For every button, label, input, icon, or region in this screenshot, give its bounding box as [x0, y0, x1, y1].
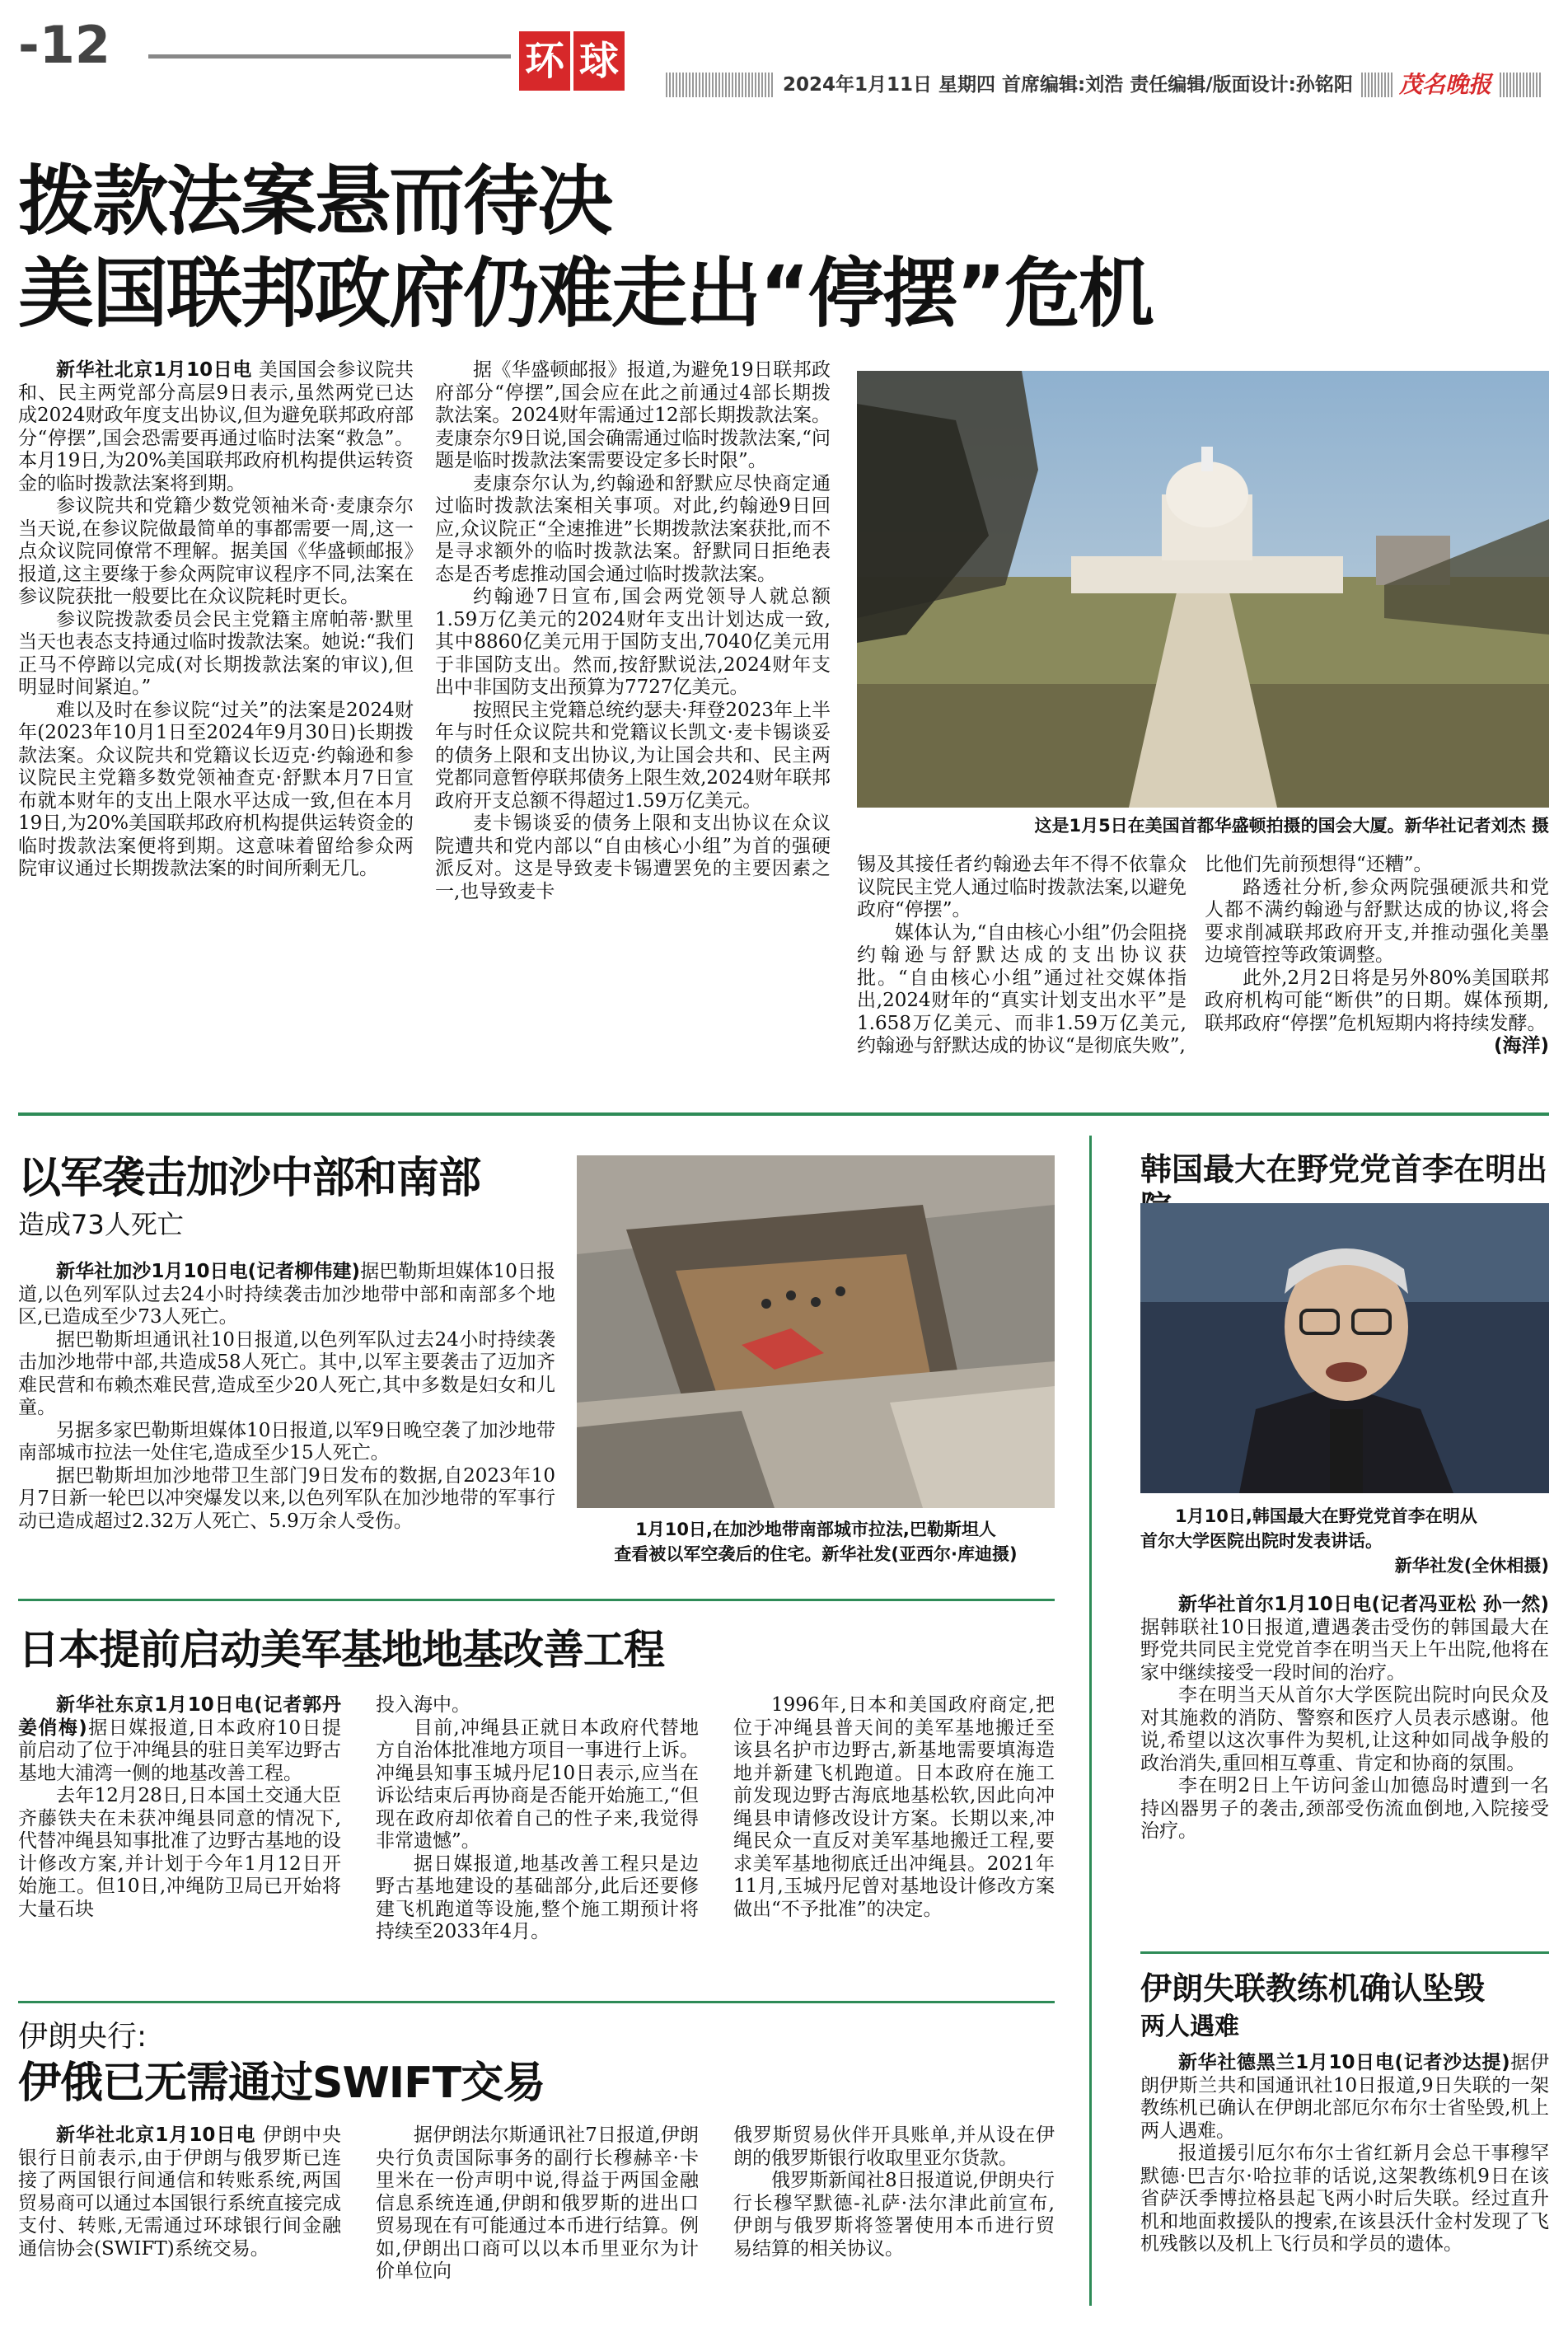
section-divider-left-2 [18, 2001, 1055, 2003]
article6-headline: 伊朗失联教练机确认坠毁 [1140, 1970, 1486, 2007]
paragraph: 据巴勒斯坦通讯社10日报道,以色列军队过去24小时持续袭击加沙地带中部,共造成58人死亡。其中,以军主要袭击了迈加齐难民营和布赖杰难民营,造成至少20人死亡,其中多数是妇女和儿童。 [18, 1328, 555, 1418]
capitol-photo [857, 371, 1549, 808]
paper-logo: 茂名晚报 [1392, 71, 1498, 99]
paragraph: 难以及时在参议院“过关”的法案是2024财年(2023年10月1日至2024年9月30日)长期拨款法案。众议院共和党籍议长迈克·约翰逊和参议院民主党籍多数党领袖查克·舒默本月7日宣布就本财年的支出上限水平达成一致,但在本月19日,为20%美国联邦政府机构提供运转资金的临时拨款法案便将到期。这意味着留给参众两院审议通过长期拨款法案的时间所剩无几。 [18, 699, 414, 879]
paragraph: 新华社北京1月10日电 伊朗中央银行日前表示,由于伊朗与俄罗斯已连接了两国银行间通信和转账系统,两国贸易商可以通过本国银行系统直接完成支付、转账,无需通过环球银行间金融通信协会(SWIFT)系统交易。 [18, 2124, 341, 2260]
header-info: 2024年1月11日 星期四 首席编辑:刘浩 责任编辑/版面设计:孙铭阳 [775, 73, 1361, 97]
lee-photo-image [1140, 1203, 1549, 1493]
paragraph: 目前,冲绳县正就日本政府代替地方自治体批准地方项目一事进行上诉。冲绳县知事玉城丹尼10日表示,应当在诉讼结束后再协商是否能开始施工,“但现在政府却依着自己的性子来,我觉得非常遗憾”。 [376, 1717, 699, 1852]
article1-byline: (海洋) [1493, 1035, 1549, 1056]
article4-col2 [376, 1694, 699, 1991]
paragraph: 据日媒报道,地基改善工程只是边野古基地建设的基础部分,此后还要修建飞机跑道等设施,整个施工期预计将持续至2033年4月。 [376, 1853, 699, 1942]
paragraph: 报道援引厄尔布尔士省红新月会总干事穆罕默德·巴吉尔·哈拉菲的话说,这架教练机9日在该省萨沃季博拉格县起飞两小时后失联。经过直升机和地面救援队的搜索,在该县沃什金村发现了飞机残骸以及机上飞行员和学员的遗体。 [1140, 2143, 1549, 2255]
section-divider-right [1140, 1951, 1549, 1954]
paragraph: 麦卡锡谈妥的债务上限和支出协议在众议院遭共和党内部以“自由核心小组”为首的强硬派反对。这是导致麦卡锡遭罢免的主要因素之一,也导致麦卡 [435, 813, 831, 902]
paragraph: 新华社加沙1月10日电(记者柳伟建)据巴勒斯坦媒体10日报道,以色列军队过去24小时持续袭击加沙地带中部和南部多个地区,已造成至少73人死亡。 [18, 1261, 555, 1328]
paragraph: 约翰逊7日宣布,国会两党领导人就总额1.59万亿美元的2024财年支出计划达成一致,其中8860亿美元用于国防支出,7040亿美元用于非国防支出。然而,按舒默说法,2024财年支出中非国防支出预算为7727亿美元。 [435, 586, 831, 698]
gaza-photo-caption-line1: 1月10日,在加沙地带南部城市拉法,巴勒斯坦人 [635, 1520, 996, 1539]
paragraph: 俄罗斯贸易伙伴开具账单,并从设在伊朗的俄罗斯银行收取里亚尔货款。 [733, 2124, 1055, 2169]
article1-headline-line2: 美国联邦政府仍难走出“停摆”危机 [18, 250, 1153, 338]
paragraph: 1996年,日本和美国政府商定,把位于冲绳县普天间的美军基地搬迁至该县名护市边野古,新基地需要填海造地并新建飞机跑道。日本政府在施工前发现边野古海底地基松软,因此向冲绳县申请修改设计方案。长期以来,冲绳民众一直反对美军基地搬迁工程,要求美军基地彻底迁出冲绳县。2021年11月,玉城丹尼曾对基地设计修改方案做出“不予批准”的决定。 [733, 1694, 1055, 1920]
paragraph: 新华社东京1月10日电(记者郭丹 姜俏梅)据日媒报道,日本政府10日提前启动了位于冲绳县的驻日美军边野古基地大浦湾一侧的地基改善工程。 [18, 1694, 341, 1784]
lee-photo-caption-line3: 新华社发(全休相摄) [1394, 1556, 1549, 1576]
gaza-photo [577, 1155, 1055, 1508]
paragraph: 据《华盛顿邮报》报道,为避免19日联邦政府部分“停摆”,国会应在此之前通过4部长期拨款法案。2024财年需通过12部长期拨款法案。麦康奈尔9日说,国会确需通过临时拨款法案,“问题是临时拨款法案需要设定多长时限”。 [435, 359, 831, 471]
paragraph: 按照民主党籍总统约瑟夫·拜登2023年上半年与时任众议院共和党籍议长凯文·麦卡锡谈妥的债务上限和支出协议,为让国会共和、民主两党都同意暂停联邦债务上限生效,2024财年联邦政府开支总额不得超过1.59万亿美元。 [435, 699, 831, 812]
paragraph: 李在明2日上午访问釜山加德岛时遭到一名持凶器男子的袭击,颈部受伤流血倒地,入院接受治疗。 [1140, 1775, 1549, 1842]
paragraph: 投入海中。 [376, 1694, 470, 1716]
paragraph: 媒体认为,“自由核心小组”仍会阻挠约翰逊与舒默达成的支出协议获批。“自由核心小组”通过社交媒体指出,2024财年的“真实计划支出水平”是1.658万亿美元、而非1.59万亿美元,约翰逊与舒默达成的协议“是彻底失败”, [857, 921, 1187, 1056]
lee-photo-caption-line1: 1月10日,韩国最大在野党党首李在明从 [1175, 1506, 1477, 1526]
section-tag-2: 球 [573, 31, 625, 91]
article4-col3 [733, 1694, 1055, 1991]
capitol-photo-image [857, 371, 1549, 808]
paragraph: 比他们先前预想得“还糟”。 [1205, 854, 1433, 875]
article4-headline: 日本提前启动美军基地地基改善工程 [18, 1626, 664, 1674]
paragraph: 据巴勒斯坦加沙地带卫生部门9日发布的数据,自2023年10月7日新一轮巴以冲突爆发以来,以色列军队在加沙地带的军事行动已造成超过2.32万人死亡、5.9万余人受伤。 [18, 1464, 555, 1532]
article4-col1 [18, 1694, 341, 1991]
paragraph: 俄罗斯新闻社8日报道说,伊朗央行行长穆罕默德-礼萨·法尔津此前宣布,伊朗与俄罗斯将签署使用本币进行贸易结算的相关协议。 [733, 2170, 1055, 2260]
article3-headline: 韩国最大在野党党首李在明出 [1140, 1151, 1548, 1187]
article6-body [1140, 2052, 1549, 2316]
article6-subhead: 两人遇难 [1140, 2012, 1239, 2041]
lee-photo [1140, 1203, 1549, 1493]
section-divider-top [18, 1112, 1549, 1116]
paragraph: 新华社德黑兰1月10日电(记者沙达提)据伊朗伊斯兰共和国通讯社10日报道,9日失联的一架教练机已确认在伊朗北部厄尔布尔士省坠毁,机上两人遇难。 [1140, 2052, 1549, 2142]
section-divider-left-1 [18, 1599, 1055, 1601]
article2-body [18, 1261, 555, 1582]
paragraph: 麦康奈尔认为,约翰逊和舒默应尽快商定通过临时拨款法案相关事项。对此,约翰逊9日回应,众议院正“全速推进”长期拨款法案获批,而不是寻求额外的临时拨款法案。舒默同日拒绝表态是否考虑推动国会通过临时拨款法案。 [435, 472, 831, 585]
paragraph: 李在明当天从首尔大学医院出院时向民众及对其施救的消防、警察和医疗人员表示感谢。他说,希望以这次事件为契机,让这种如同战争般的政治消失,重回相互尊重、肯定和协商的氛围。 [1140, 1684, 1549, 1774]
capitol-photo-caption: 这是1月5日在美国首都华盛顿拍摄的国会大厦。新华社记者刘杰 摄 [1034, 816, 1549, 836]
article1-col1 [18, 359, 414, 1093]
article5-col2 [376, 2124, 699, 2314]
paragraph: 参议院共和党籍少数党领袖米奇·麦康奈尔当天说,在参议院做最简单的事都需要一周,这一点众议院同僚常不理解。据美国《华盛顿邮报》报道,这主要缘于参众两院审议程序不同,法案在参议院获批一般要比在众议院耗时更长。 [18, 495, 414, 607]
article5-kicker: 伊朗央行: [18, 2020, 147, 2054]
section-divider-vertical [1089, 1136, 1092, 2306]
paragraph: 此外,2月2日将是另外80%美国联邦政府机构可能“断供”的日期。媒体预期,联邦政府“停摆”危机短期内将持续发酵。 [1205, 967, 1549, 1034]
paragraph: 新华社北京1月10日电 美国国会参议院共和、民主两党部分高层9日表示,虽然两党已达成2024财政年度支出协议,但为避免联邦政府部分“停摆”,国会恐需要再通过临时法案“救急”。本月19日,为20%美国联邦政府机构提供运转资金的临时拨款法案将到期。 [18, 359, 414, 494]
article1-headline-line1: 拨款法案悬而待决 [18, 157, 612, 246]
gaza-photo-caption-line2: 查看被以军空袭后的住宅。新华社发(亚西尔·库迪摄) [614, 1544, 1018, 1564]
article2-subhead: 造成73人死亡 [18, 1209, 184, 1240]
paragraph: 路透社分析,参众两院强硬派共和党人都不满约翰逊与舒默达成的协议,将会要求削减联邦政府开支,并推动强化美墨边境管控等政策调整。 [1205, 876, 1549, 966]
paragraph: 据伊朗法尔斯通讯社7日报道,伊朗央行负责国际事务的副行长穆赫辛·卡里米在一份声明中说,得益于两国金融信息系统连通,伊朗和俄罗斯的进出口贸易现在有可能通过本币进行结算。例如,伊朗出口商可以以本币里亚尔为计价单位向 [376, 2124, 699, 2282]
header-rule-left [148, 54, 511, 59]
article5-col3 [733, 2124, 1055, 2314]
gaza-photo-image [577, 1155, 1055, 1508]
article5-headline: 伊俄已无需通过SWIFT交易 [18, 2059, 545, 2108]
paragraph: 去年12月28日,日本国土交通大臣齐藤铁夫在未获冲绳县同意的情况下,代替冲绳县知事批准了边野古基地的设计修改方案,并计划于今年1月12日开始施工。但10日,冲绳防卫局已开始将大量石块 [18, 1785, 341, 1920]
article3-body [1140, 1594, 1549, 1956]
article1-col3 [857, 854, 1187, 1093]
paragraph: 新华社首尔1月10日电(记者冯亚松 孙一然)据韩联社10日报道,遭遇袭击受伤的韩国最大在野党共同民主党党首李在明当天上午出院,他将在家中继续接受一段时间的治疗。 [1140, 1594, 1549, 1684]
article5-col1 [18, 2124, 341, 2314]
section-tag-1: 环 [519, 31, 570, 91]
lee-photo-caption-line2: 首尔大学医院出院时发表讲话。 [1140, 1531, 1383, 1551]
article1-col4 [1205, 854, 1549, 1093]
paragraph: 锡及其接任者约翰逊去年不得不依靠众议院民主党人通过临时拨款法案,以避免政府“停摆”。 [857, 854, 1187, 920]
article1-col2 [435, 359, 831, 1093]
page-number: -12 [18, 15, 111, 75]
paragraph: 另据多家巴勒斯坦媒体10日报道,以军9日晚空袭了加沙地带南部城市拉法一处住宅,造成至少15人死亡。 [18, 1419, 555, 1464]
article2-headline: 以军袭击加沙中部和南部 [18, 1154, 481, 1203]
paragraph: 参议院拨款委员会民主党籍主席帕蒂·默里当天也表态支持通过临时拨款法案。她说:“我们正马不停蹄以完成(对长期拨款法案的审议),但明显时间紧迫。” [18, 608, 414, 698]
